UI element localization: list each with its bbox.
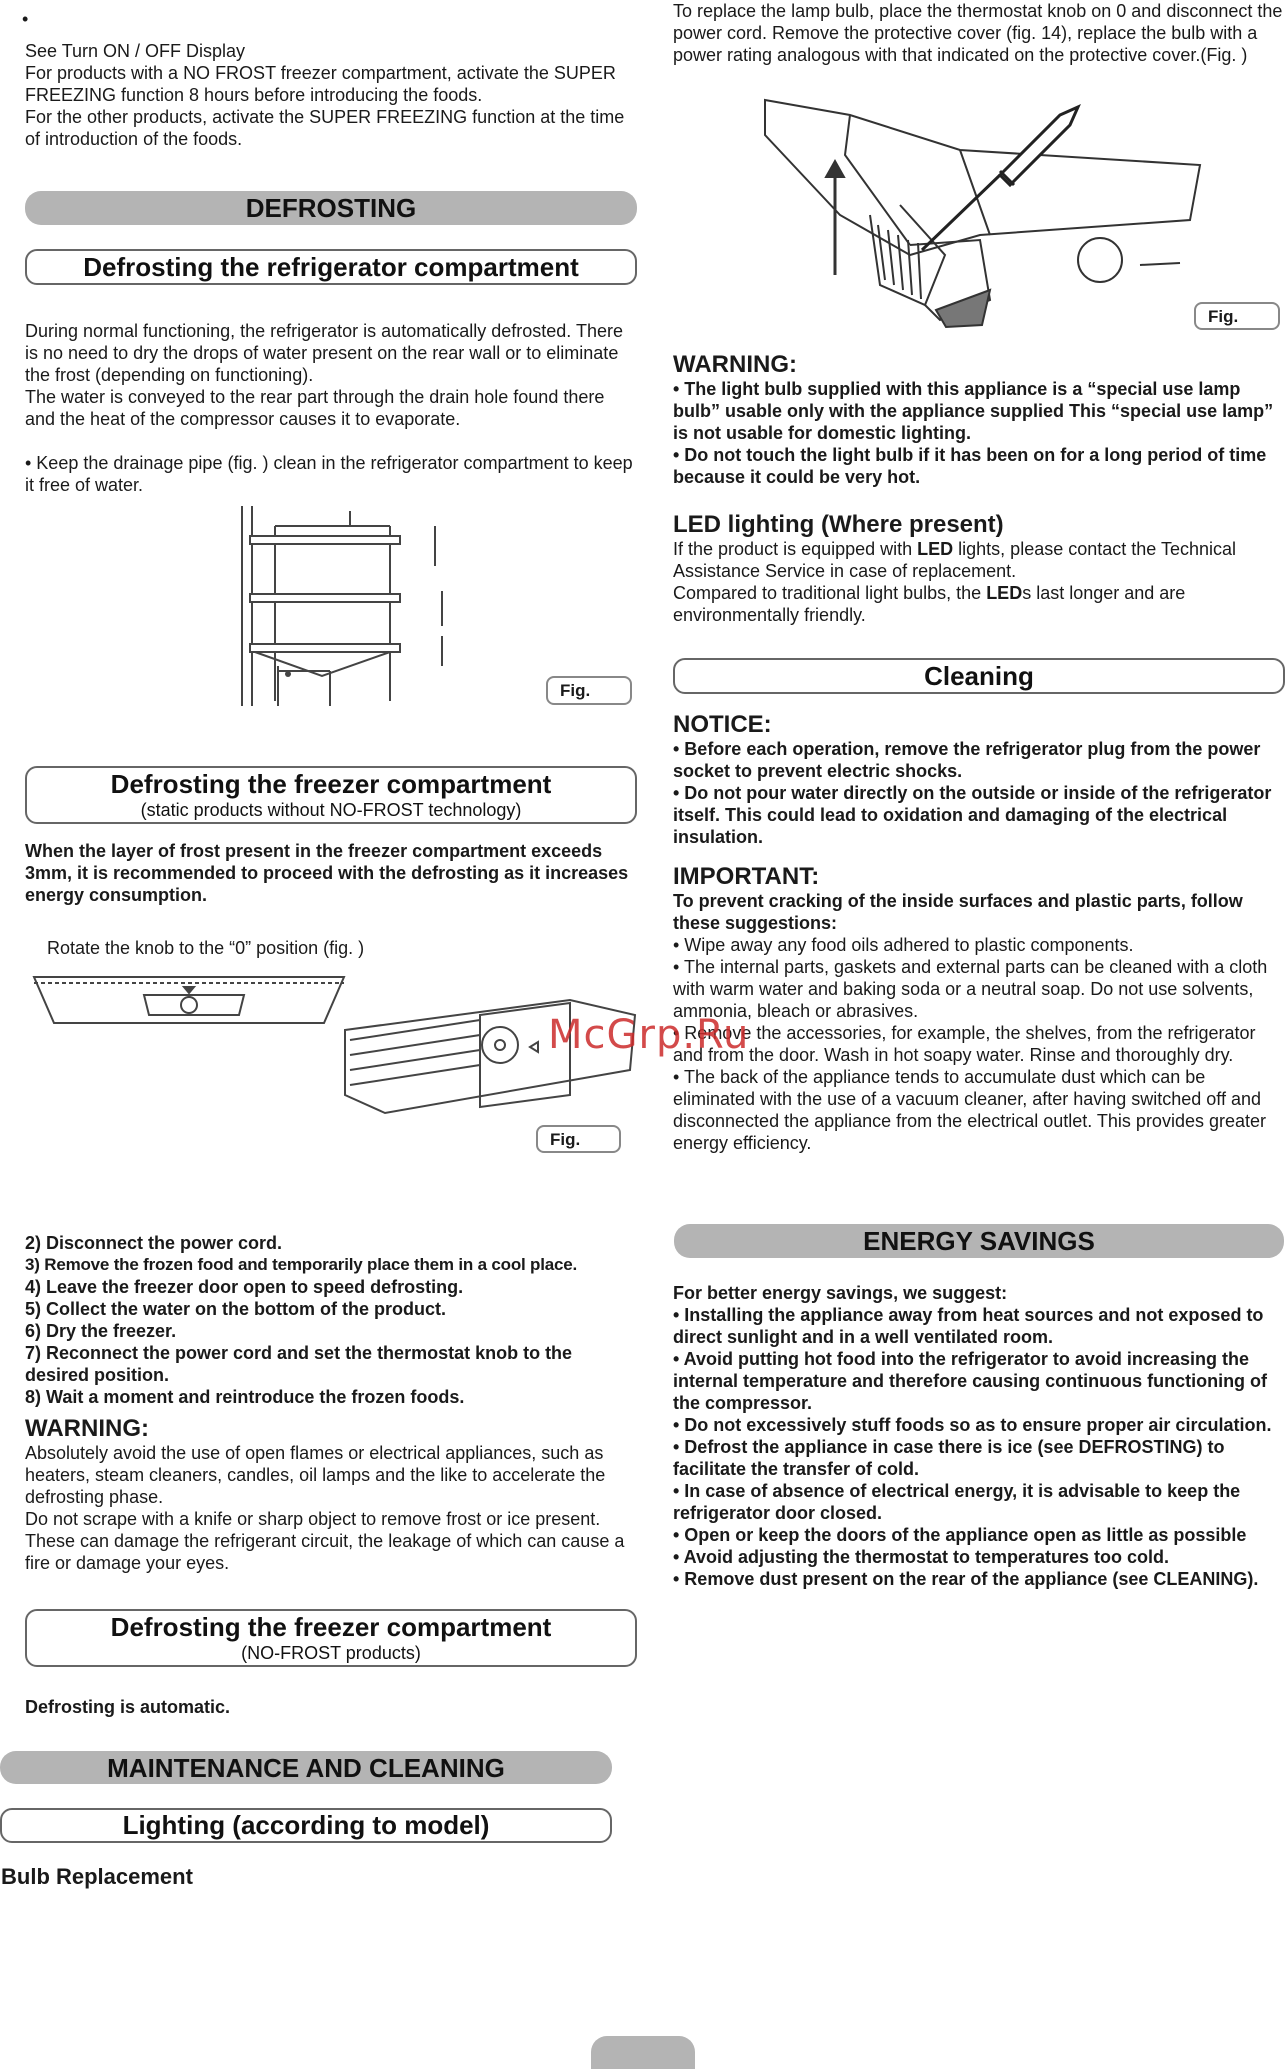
nofrost-box-title: Defrosting the freezer compartment xyxy=(110,1612,552,1642)
fig-tag-fridge: Fig. xyxy=(546,676,632,705)
freezer-box-title: Defrosting the freezer compartment xyxy=(110,769,552,799)
energy-item: • Installing the appliance away from heat sources and not exposed to direct sunlight and in a well ventilated room. xyxy=(673,1305,1264,1347)
section-title-energy: ENERGY SAVINGS xyxy=(674,1224,1284,1258)
energy-item: • In case of absence of electrical energy, it is advisable to keep the refrigerator door closed. xyxy=(673,1481,1241,1523)
energy-item: • Avoid adjusting the thermostat to temperatures too cold. xyxy=(673,1547,1170,1567)
important-item: • The back of the appliance tends to accumulate dust which can be eliminated with the use of a vacuum cleaner, after having switched off and disconnected the appliance from the electrical outlet. This provides greater energy efficiency. xyxy=(673,1067,1266,1153)
important-intro: To prevent cracking of the inside surfaces and plastic parts, follow these suggestions: xyxy=(673,891,1243,933)
intro-text xyxy=(25,40,637,150)
led-lighting-block xyxy=(673,512,1285,626)
rotate-knob-text: Rotate the knob to the “0” position (fig. ) xyxy=(47,938,365,958)
subsection-fridge-defrosting: Defrosting the refrigerator compartment xyxy=(25,249,637,285)
intro-line-nofrost: For products with a NO FROST freezer compartment, activate the SUPER FREEZING function 8 hours before introducing the foods. xyxy=(25,63,616,105)
subsection-lighting: Lighting (according to model) xyxy=(0,1808,612,1843)
defrost-step: 8) Wait a moment and reintroduce the frozen foods. xyxy=(25,1387,465,1407)
energy-item: • Remove dust present on the rear of the appliance (see CLEANING). xyxy=(673,1569,1259,1589)
subsection-freezer-defrosting-nofrost xyxy=(25,1609,637,1667)
lamp-cover-figure xyxy=(760,95,1220,335)
bulb-replacement-heading: Bulb Replacement xyxy=(1,1864,193,1889)
energy-intro: For better energy savings, we suggest: xyxy=(673,1283,1008,1303)
led-para-2 xyxy=(673,582,1285,626)
energy-item: • Do not excessively stuff foods so as to ensure proper air circulation. xyxy=(673,1415,1272,1435)
page-number-tab xyxy=(591,2036,695,2069)
bullet-mark: • xyxy=(22,9,29,29)
nofrost-box-subtitle: (NO-FROST products) xyxy=(241,1643,421,1663)
led-para-2-b: LED xyxy=(986,583,1023,603)
freezer-box-subtitle: (static products without NO-FROST technology) xyxy=(140,800,522,820)
fridge-para-2: The water is conveyed to the rear part through the drain hole found there and the heat of the compressor causes it to evaporate. xyxy=(25,387,605,429)
defrost-step: 5) Collect the water on the bottom of the product. xyxy=(25,1299,446,1319)
section-title-defrosting: DEFROSTING xyxy=(25,191,637,225)
right-warning-item: • Do not touch the light bulb if it has been on for a long period of time because it could be very hot. xyxy=(673,445,1267,487)
defrost-step: 3) Remove the frozen food and temporarily place them in a cool place. xyxy=(25,1255,578,1274)
energy-item: • Avoid putting hot food into the refrigerator to avoid increasing the internal temperature and therefore causing continuous functioning of the compressor. xyxy=(673,1349,1268,1413)
fridge-para-1: During normal functioning, the refrigerator is automatically defrosted. There is no need to dry the drops of water present on the rear wall or to eliminate the frost (depending on functioning). xyxy=(25,321,623,385)
left-warning-para-2: Do not scrape with a knife or sharp object to remove frost or ice present. These can damage the refrigerant circuit, the leakage of which can cause a fire or damage your eyes. xyxy=(25,1509,625,1573)
defrost-step: 7) Reconnect the power cord and set the thermostat knob to the desired position. xyxy=(25,1343,573,1385)
important-item: • The internal parts, gaskets and external parts can be cleaned with a cloth with warm water and baking soda or a neutral soap. Do not use solvents, ammonia, bleach or abrasives. xyxy=(673,957,1268,1021)
fridge-shelves-figure xyxy=(230,506,470,711)
left-warning-title: WARNING: xyxy=(25,1415,149,1442)
energy-block xyxy=(673,1282,1285,1590)
important-title: IMPORTANT: xyxy=(673,863,820,890)
fridge-defrost-text xyxy=(25,320,637,496)
defrost-step: 4) Leave the freezer door open to speed defrosting. xyxy=(25,1277,464,1297)
led-para-1-a: If the product is equipped with xyxy=(673,539,918,559)
led-para-1-b: LED xyxy=(917,539,954,559)
notice-item: • Before each operation, remove the refrigerator plug from the power socket to prevent electric shocks. xyxy=(673,739,1261,781)
right-warning-block xyxy=(673,352,1285,488)
freezer-knob-figure xyxy=(34,975,344,1027)
important-item: • Remove the accessories, for example, the shelves, from the refrigerator and from the door. Wash in hot soapy water. Rinse and thoroughly dry. xyxy=(673,1023,1256,1065)
subsection-freezer-defrosting-static xyxy=(25,766,637,824)
intro-line-display: See Turn ON / OFF Display xyxy=(25,41,246,61)
watermark: McGrp.Ru xyxy=(548,1012,750,1058)
nofrost-text: Defrosting is automatic. xyxy=(25,1697,231,1717)
fig-tag-lamp: Fig. xyxy=(1194,302,1280,330)
fig-tag-freezer: Fig. xyxy=(536,1125,621,1153)
notice-block xyxy=(673,712,1285,848)
led-para-2-c: s last longer and are environmentally friendly. xyxy=(673,583,1186,625)
right-warning-title: WARNING: xyxy=(673,351,797,378)
subsection-cleaning: Cleaning xyxy=(673,658,1285,694)
defrost-steps xyxy=(25,1232,637,1408)
left-warning-para-1: Absolutely avoid the use of open flames or electrical appliances, such as heaters, steam cleaners, candles, oil lamps and the like to accelerate the defrosting phase. xyxy=(25,1443,606,1507)
led-para-1 xyxy=(673,538,1285,582)
lamp-replace-text: To replace the lamp bulb, place the thermostat knob on 0 and disconnect the power cord. Remove the protective cover (fig. 14), replace the bulb with a power rating analogous with that indicated on the protective cover.(Fig. ) xyxy=(673,1,1283,65)
led-para-2-a: Compared to traditional light bulbs, the xyxy=(673,583,987,603)
notice-item: • Do not pour water directly on the outside or inside of the refrigerator itself. This could lead to oxidation and damaging of the electrical insulation. xyxy=(673,783,1272,847)
defrost-step: 6) Dry the freezer. xyxy=(25,1321,177,1341)
fridge-para-3: • Keep the drainage pipe (fig. ) clean in the refrigerator compartment to keep it free of water. xyxy=(25,453,633,495)
led-para-1-c: lights, please contact the Technical Assistance Service in case of replacement. xyxy=(673,539,1236,581)
defrost-step: 2) Disconnect the power cord. xyxy=(25,1233,283,1253)
led-lighting-title: LED lighting (Where present) xyxy=(673,511,1004,538)
intro-line-other: For the other products, activate the SUPER FREEZING function at the time of introduction of the foods. xyxy=(25,107,625,149)
section-title-maintenance: MAINTENANCE AND CLEANING xyxy=(0,1751,612,1784)
important-block xyxy=(673,864,1285,1154)
notice-title: NOTICE: xyxy=(673,711,772,738)
right-warning-item: • The light bulb supplied with this appliance is a “special use lamp bulb” usable only with the appliance supplied This “special use lamp” is not usable for domestic lighting. xyxy=(673,379,1274,443)
left-warning-block xyxy=(25,1416,637,1574)
freezer-frost-warning: When the layer of frost present in the freezer compartment exceeds 3mm, it is recommended to proceed with the defrosting as it increases energy consumption. xyxy=(25,841,629,905)
important-item: • Wipe away any food oils adhered to plastic components. xyxy=(673,935,1134,955)
energy-item: • Defrost the appliance in case there is ice (see DEFROSTING) to facilitate the transfer of cold. xyxy=(673,1437,1225,1479)
energy-item: • Open or keep the doors of the appliance open as little as possible xyxy=(673,1525,1247,1545)
